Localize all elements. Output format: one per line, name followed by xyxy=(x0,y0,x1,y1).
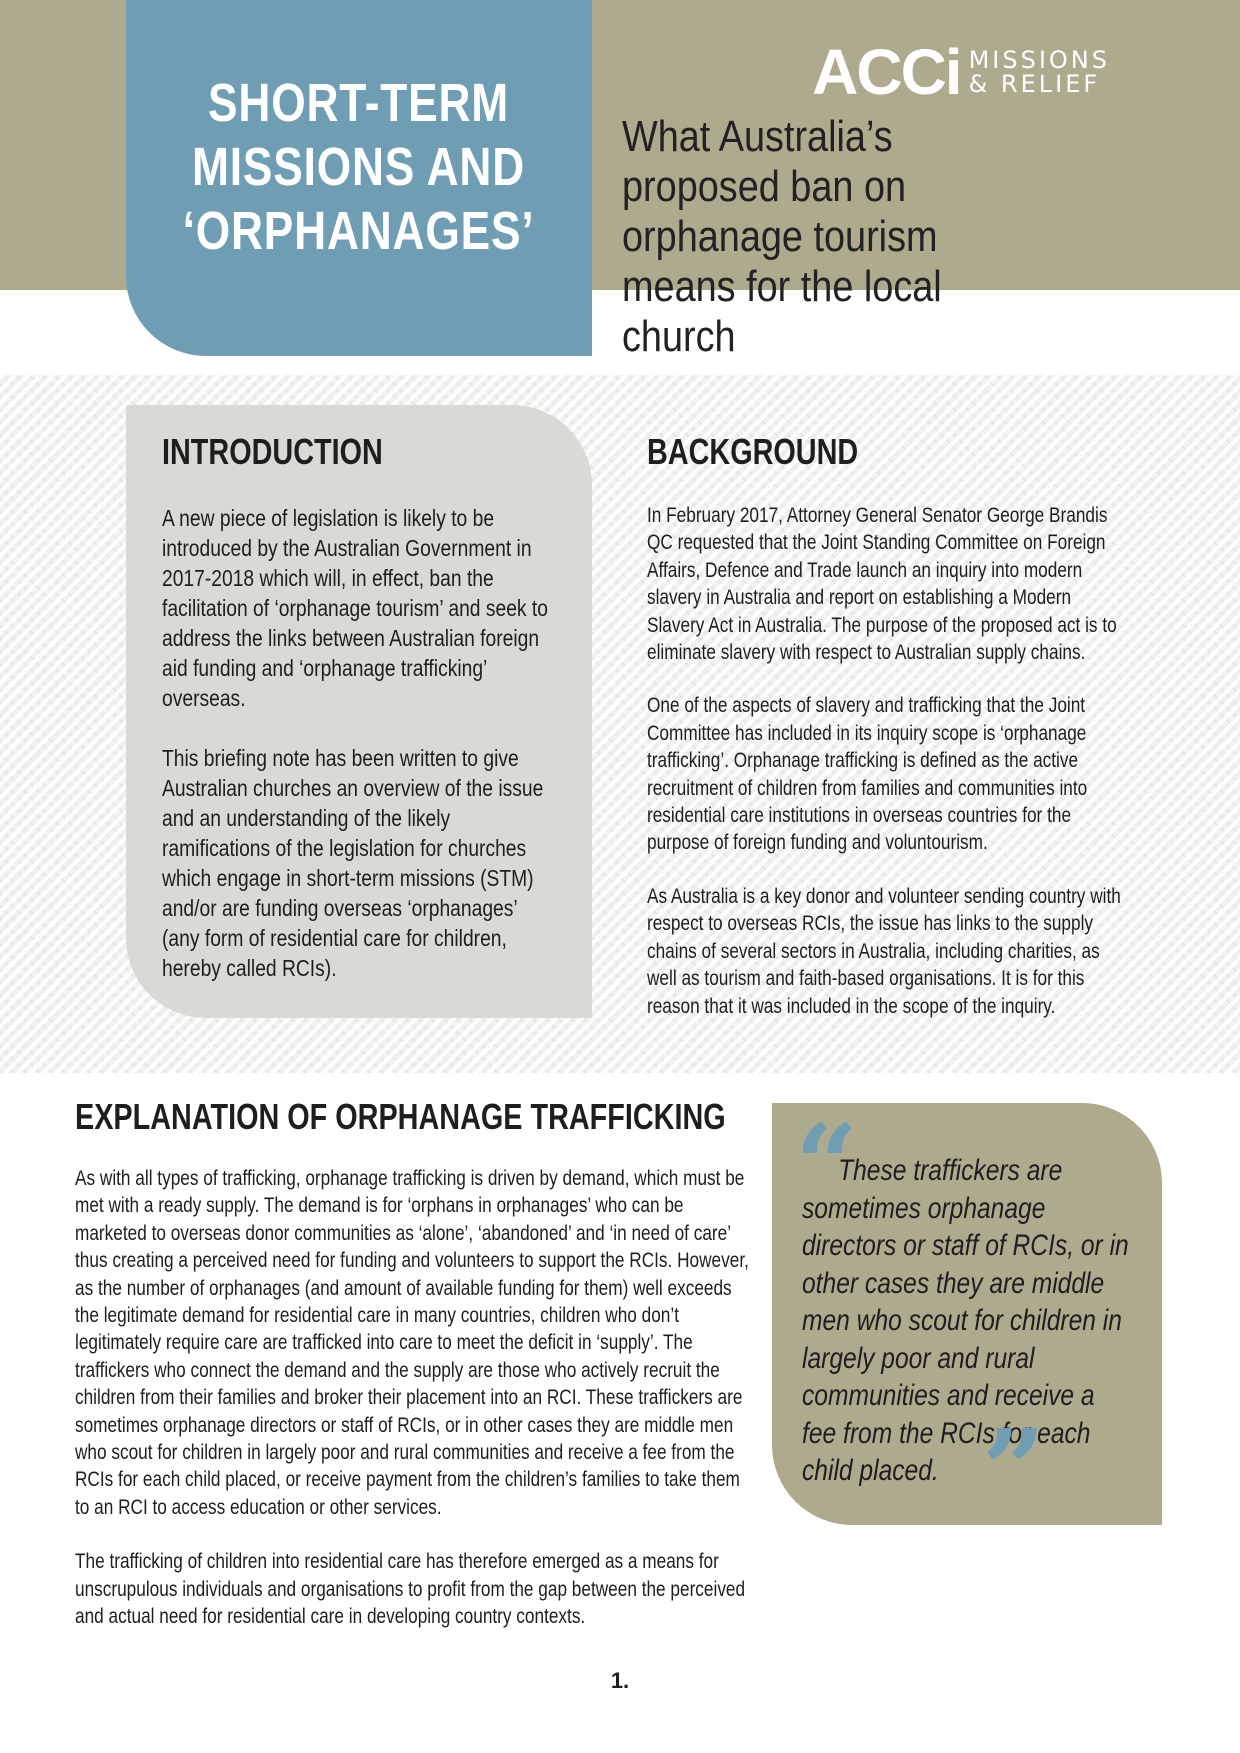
introduction-body xyxy=(162,503,552,1013)
logo-subtitle xyxy=(969,48,1110,96)
page-subtitle: What Australia’s proposed ban on orphanage tourism means for the local church xyxy=(622,112,942,361)
background-body xyxy=(647,502,1121,1046)
introduction-paragraph: A new piece of legislation is likely to be introduced by the Australian Government in 2017-2018 which will, in effect, ban the facilitation of ‘orphanage tourism’ and seek to address the links between Australian foreign aid funding and ‘orphanage trafficking’ overseas. xyxy=(162,505,548,711)
introduction-paragraph: This briefing note has been written to give Australian churches an overview of the issue and an understanding of the likely ramifications of the legislation for churches which engage in short-term missions (STM) and/or are funding overseas ‘orphanages’ (any form of residential care for children, hereby called RCIs). xyxy=(162,745,544,981)
open-quote-icon: “ xyxy=(795,1100,859,1229)
background-paragraph: As Australia is a key donor and volunteer sending country with respect to overseas RCIs, the issue has links to the supply chains of several sectors in Australia, including charities, as well as tourism and faith-based organisations. It is for this reason that it was included in the scope of the inquiry. xyxy=(647,884,1121,1018)
explanation-paragraph: As with all types of trafficking, orphanage trafficking is driven by demand, which must be met with a ready supply. The demand is for ‘orphans in orphanages’ who can be marketed to overseas donor communities as ‘alone’, ‘abandoned’ and ‘in need of care’ thus creating a perceived need for funding and volunteers to support the RCIs. However, as the number of orphanages (and amount of available funding for them) well exceeds the legitimate demand for residential care in many countries, children who don’t legitimately require care are trafficked into care to meet the deficit in ‘supply’. The traffickers who connect the demand and the supply are those who actively recruit the children from their families and broker their placement into an RCI. These traffickers are sometimes orphanage directors or staff of RCIs, or in other cases they are middle men who scout for children in largely poor and rural communities and receive a fee from the RCIs for each child placed, or receive payment from the children’s families to take them to an RCI to access education or other services. xyxy=(75,1167,749,1519)
title-line-3: ‘ORPHANAGES’ xyxy=(183,201,535,261)
logo-sub-line-1: MISSIONS xyxy=(968,46,1110,74)
title-panel xyxy=(126,0,592,356)
logo-sub-line-2: & RELIEF xyxy=(968,70,1101,98)
page-number: 1. xyxy=(610,1668,630,1693)
title-line-1: SHORT-TERM xyxy=(208,73,510,133)
close-quote-icon: ” xyxy=(982,1405,1046,1534)
background-heading: BACKGROUND xyxy=(647,431,859,472)
explanation-paragraph: The trafficking of children into residential care has therefore emerged as a means for unscrupulous individuals and organisations to profit from the gap between the perceived and actual need for residential care in developing country contexts. xyxy=(75,1550,746,1629)
page-title xyxy=(183,71,535,263)
explanation-heading: EXPLANATION OF ORPHANAGE TRAFFICKING xyxy=(75,1096,726,1137)
logo-wordmark: ACCi xyxy=(812,36,961,108)
title-line-2: MISSIONS AND xyxy=(192,137,526,197)
acci-logo xyxy=(812,36,1110,108)
background-paragraph: One of the aspects of slavery and trafficking that the Joint Committee has included in its inquiry scope is ‘orphanage trafficking’. Orphanage trafficking is defined as the active recruitment of children from families and communities into residential care institutions in overseas countries for the purpose of foreign funding and voluntourism. xyxy=(647,694,1088,855)
explanation-body xyxy=(75,1165,749,1658)
background-paragraph: In February 2017, Attorney General Senator George Brandis QC requested that the Joint Standing Committee on Foreign Affairs, Defence and Trade launch an inquiry into modern slavery in Australia and report on establishing a Modern Slavery Act in Australia. The purpose of the proposed act is to eliminate slavery with respect to Australian supply chains. xyxy=(647,504,1117,665)
pull-quote-body: These traffickers are sometimes orphanage directors or staff of RCIs, or in other cases they are middle men who scout for children in largely poor and rural communities and receive a fee from the RCIs for each child placed. xyxy=(802,1154,1129,1487)
pull-quote-text xyxy=(802,1152,1130,1490)
introduction-heading: INTRODUCTION xyxy=(162,431,383,472)
